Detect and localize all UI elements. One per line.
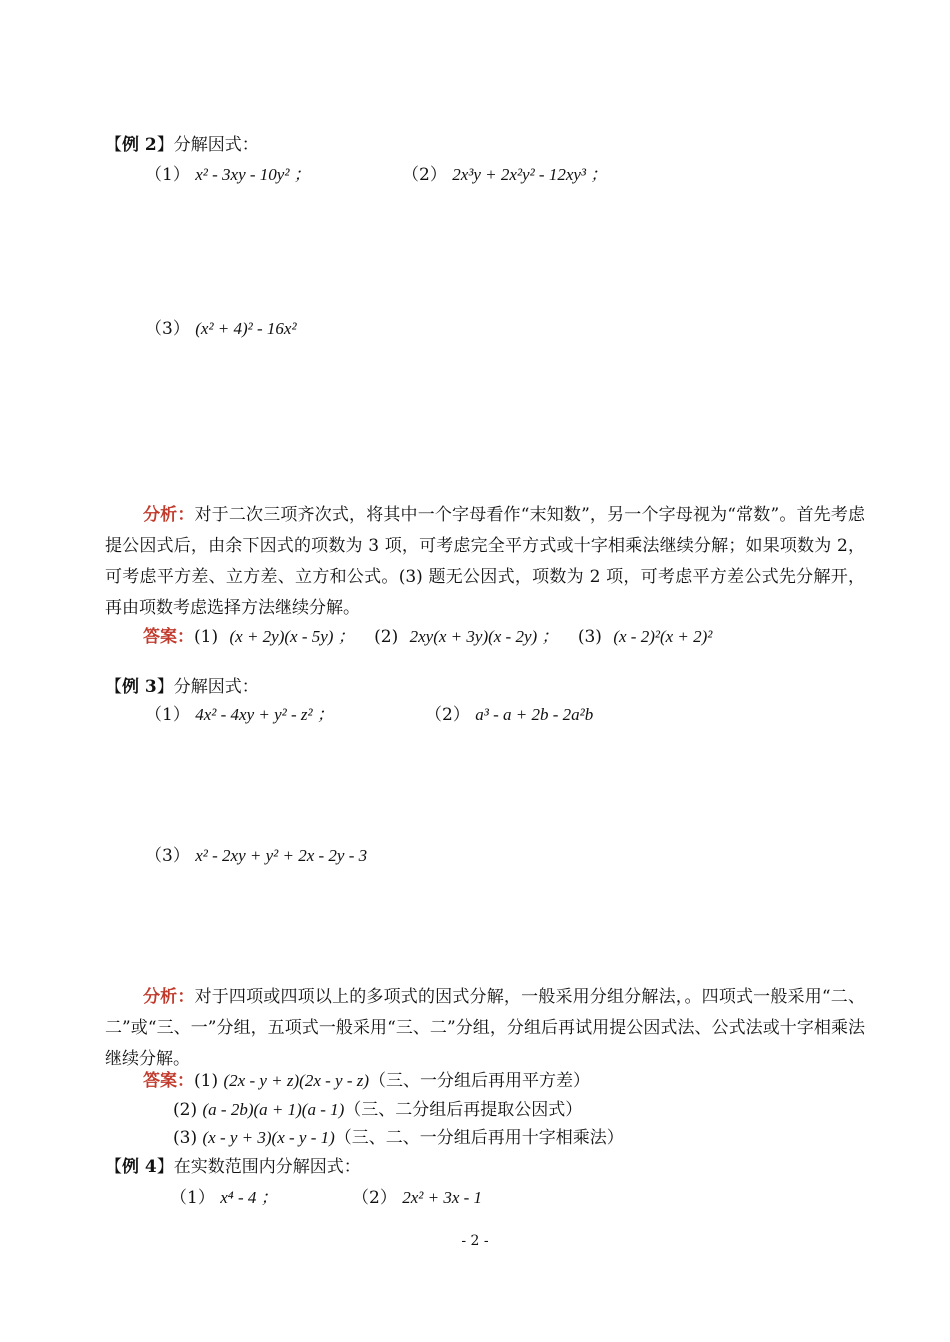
problem-expression: 2x² + 3x - 1 <box>402 1188 483 1207</box>
example-instruction: 分解因式： <box>173 677 259 697</box>
example-3-answer-1 <box>143 1069 590 1093</box>
page-number: - 2 - <box>461 1233 489 1249</box>
analysis-label: 分析： <box>143 987 195 1007</box>
problem-expression: x⁴ - 4 ； <box>220 1188 278 1207</box>
example-3-problem-2 <box>425 703 593 727</box>
answer-note: （三、二、一分组后再用十字相乘法） <box>334 1128 624 1148</box>
answer-label: 答案： <box>143 627 194 647</box>
answer-label: 答案： <box>143 1071 194 1091</box>
example-2-problem-2 <box>402 163 607 187</box>
answer-expression: (x + 2y)(x - 5y) ； <box>229 627 355 646</box>
bracket-left: 【 <box>105 677 122 697</box>
problem-number: （2） <box>402 165 447 185</box>
problem-number: （2） <box>425 705 470 725</box>
example-3-answer-3 <box>173 1126 624 1150</box>
problem-expression: a³ - a + 2b - 2a²b <box>475 705 594 724</box>
analysis-text: 对于四项或四项以上的多项式的因式分解，一般采用分组分解法，。四项式一般采用“二、二”或“三、一”分组，五项式一般采用“三、二”分组，分组后再试用提公因式法、公式法或十字相乘法继续分解。 <box>105 987 865 1069</box>
problem-number: （3） <box>145 319 190 339</box>
problem-expression: x² - 2xy + y² + 2x - 2y - 3 <box>195 846 368 865</box>
problem-expression: 4x² - 4xy + y² - z² ； <box>195 705 334 724</box>
problem-number: （1） <box>145 165 190 185</box>
example-4-problem-1 <box>170 1186 278 1210</box>
analysis-label: 分析： <box>143 505 195 525</box>
problem-number: （2） <box>352 1188 397 1208</box>
bracket-right: 】 <box>156 135 174 155</box>
example-2-problem-1 <box>145 163 311 187</box>
example-instruction: 在实数范围内分解因式： <box>173 1157 361 1177</box>
answer-number: (3) <box>577 627 602 647</box>
problem-number: （1） <box>145 705 190 725</box>
example-2-answers <box>143 625 712 649</box>
example-3-analysis <box>105 982 865 1075</box>
example-3-problem-1 <box>145 703 334 727</box>
answer-note: （三、一分组后再用平方差） <box>369 1071 591 1091</box>
answer-expression: (x - y + 3)(x - y - 1) <box>202 1128 335 1147</box>
problem-expression: x² - 3xy - 10y² ； <box>195 165 311 184</box>
answer-note: （三、二分组后再提取公因式） <box>344 1100 583 1120</box>
answer-number: (1) <box>194 1071 219 1091</box>
answer-expression: (2x - y + z)(2x - y - z) <box>223 1071 370 1090</box>
example-label: 例 3 <box>122 677 157 697</box>
example-2-problem-3 <box>145 317 297 341</box>
answer-number: (2) <box>374 627 399 647</box>
bracket-right: 】 <box>156 677 174 697</box>
example-3-heading <box>105 675 259 699</box>
example-3-answer-2 <box>173 1098 582 1122</box>
example-instruction: 分解因式： <box>173 135 259 155</box>
answer-expression: 2xy(x + 3y)(x - 2y) ； <box>409 627 559 646</box>
analysis-text: 对于二次三项齐次式，将其中一个字母看作“末知数”，另一个字母视为“常数”。首先考虑提公因式后，由余下因式的项数为 3 项，可考虑完全平方式或十字相乘法继续分解；如果项数为 2，可考虑平方差、立方差、立方和公式。(3) 题无公因式，项数为 2 项，可考虑平方差公式先分解开，再由项数考虑选择方法继续分解。 <box>105 505 866 618</box>
answer-expression: (a - 2b)(a + 1)(a - 1) <box>202 1100 345 1119</box>
example-3-problem-3 <box>145 844 367 868</box>
problem-number: （1） <box>170 1188 215 1208</box>
example-2-heading <box>105 133 259 157</box>
bracket-right: 】 <box>156 1157 174 1177</box>
example-label: 例 2 <box>122 135 157 155</box>
example-label: 例 4 <box>122 1157 157 1177</box>
answer-number: (3) <box>173 1128 198 1148</box>
example-4-heading <box>105 1155 361 1179</box>
bracket-left: 【 <box>105 135 122 155</box>
answer-number: (2) <box>173 1100 198 1120</box>
answer-expression: (x - 2)²(x + 2)² <box>613 627 713 646</box>
problem-number: （3） <box>145 846 190 866</box>
problem-expression: 2x³y + 2x²y² - 12xy³ ； <box>452 165 608 184</box>
example-2-analysis <box>105 500 865 624</box>
answer-number: (1) <box>194 627 219 647</box>
problem-expression: (x² + 4)² - 16x² <box>195 319 297 338</box>
example-4-problem-2 <box>352 1186 482 1210</box>
bracket-left: 【 <box>105 1157 122 1177</box>
